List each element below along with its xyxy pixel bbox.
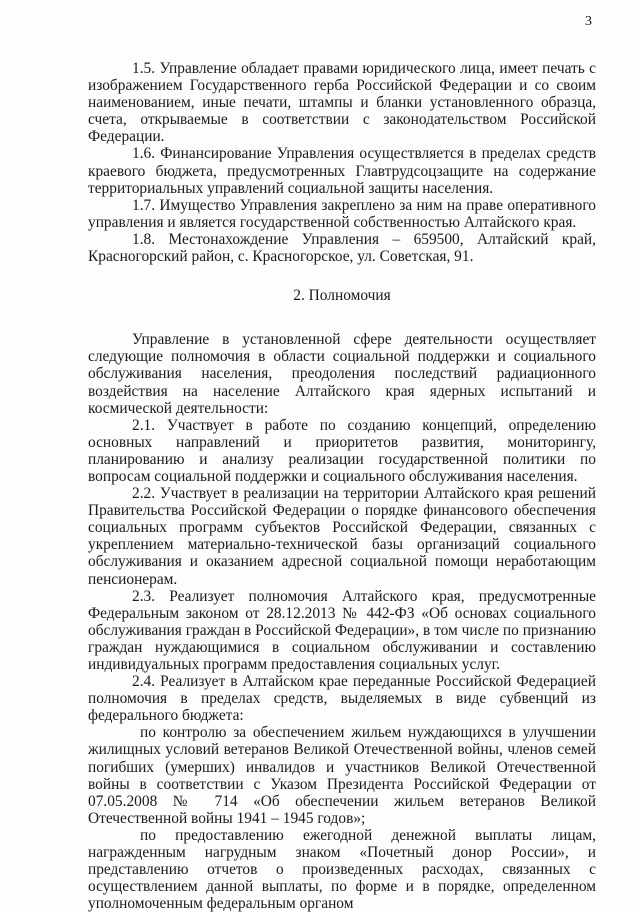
paragraph-2-4-housing: по контролю за обеспечением жильем нуждающихся в улучшении жилищных условий ветеранов Великой Отечественной войны, членов семей погибших (умерших) инвалидов и участников Великой Отечественной войны в соответствии с Указом Президента Российской Федерации от 07.05.2008 № 714 «Об обеспечении жильем ветеранов Великой Отечественной войны 1941 – 1945 годов»; <box>88 724 596 827</box>
paragraph-2-4: 2.4. Реализует в Алтайском крае переданные Российской Федерацией полномочия в пределах средств, выделяемых в виде субвенций из федерального бюджета: <box>88 673 596 725</box>
paragraph-2-2: 2.2. Участвует в реализации на территории Алтайского края решений Правительства Российской Федерации о порядке финансового обеспечения социальных программ субъектов Российской Федерации, связанных с укреплением материально-технической базы организаций социального обслуживания и оказанием адресной социальной помощи неработающим пенсионерам. <box>88 485 596 588</box>
paragraph-2-4-donor: по предоставлению ежегодной денежной выплаты лицам, награжденным нагрудным знаком «Почетный донор России», и представлению отчетов о произведенных расходах, связанных с осуществлением данной выплаты, по форме и в порядке, определенном уполномоченным федеральным органом <box>88 826 596 912</box>
paragraph-2-3: 2.3. Реализует полномочия Алтайского края, предусмотренные Федеральным законом от 28.12.2013 № 442-ФЗ «Об основах социального обслуживания граждан в Российской Федерации», в том числе по признанию граждан нуждающимися в социальном обслуживании и составлению индивидуальных программ предоставления социальных услуг. <box>88 587 596 673</box>
paragraph-2-1: 2.1. Участвует в работе по созданию концепций, определению основных направлений и приоритетов развития, мониторингу, планированию и анализу реализации государственной политики по вопросам социальной поддержки и социального обслуживания населения. <box>88 416 596 485</box>
paragraph-1-8: 1.8. Местонахождение Управления – 659500, Алтайский край, Красногорский район, с. Красногорское, ул. Советская, 91. <box>88 230 596 266</box>
paragraph-1-7: 1.7. Имущество Управления закреплено за ним на праве оперативного управления и является государственной собственностью Алтайского края. <box>88 196 596 231</box>
document-body <box>88 60 596 912</box>
paragraph-2-intro: Управление в установленной сфере деятельности осуществляет следующие полномочия в области социальной поддержки и социального обслуживания населения, преодоления последствий радиационного воздействия на население Алтайского края ядерных испытаний и космической деятельности: <box>88 331 596 417</box>
paragraph-1-6: 1.6. Финансирование Управления осуществляется в пределах средств краевого бюджета, предусмотренных Главтрудсоцзащите на содержание территориальных управлений социальной защиты населения. <box>88 145 596 197</box>
page-number: 3 <box>585 14 592 29</box>
paragraph-1-5: 1.5. Управление обладает правами юридического лица, имеет печать с изображением Государственного герба Российской Федерации и со своим наименованием, иные печати, штампы и бланки установленного образца, счета, открываемые в соответствии с законодательством Российской Федерации. <box>88 60 596 146</box>
section-heading: 2. Полномочия <box>293 287 391 305</box>
